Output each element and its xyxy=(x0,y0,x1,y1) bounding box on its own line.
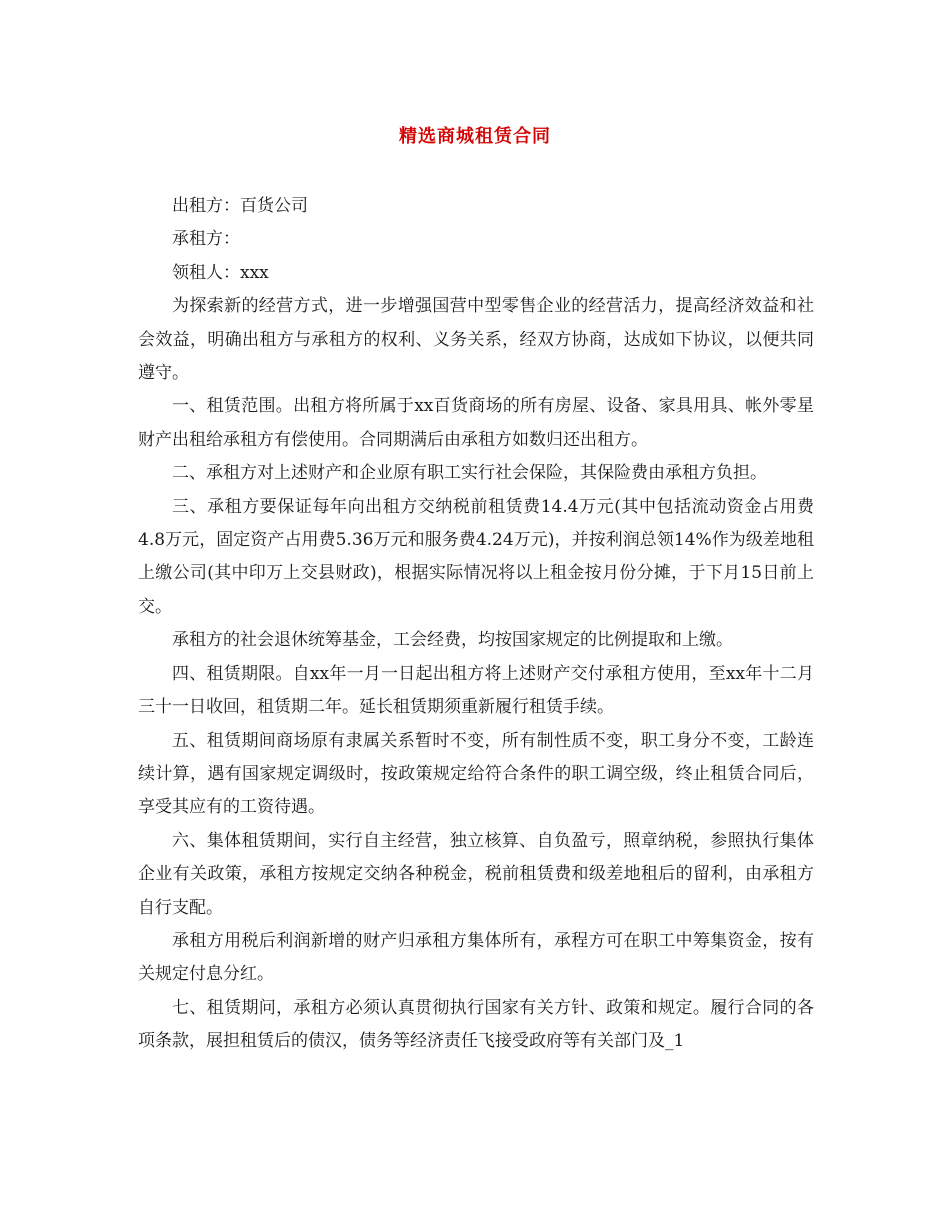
paragraph-clause-5: 五、租赁期间商场原有隶属关系暂时不变，所有制性质不变，职工身分不变，工龄连续计算，遇有国家规定调级时，按政策规定给符合条件的职工调空级，终止租赁合同后，享受其应有的工资待遇。 xyxy=(138,730,814,818)
paragraph-clause-1: 一、租赁范围。出租方将所属于xx百货商场的所有房屋、设备、家具用具、帐外零星财产出租给承租方有偿使用。合同期满后由承租方如数归还出租方。 xyxy=(138,396,814,450)
paragraph-clause-2: 二、承租方对上述财产和企业原有职工实行社会保险，其保险费由承租方负担。 xyxy=(172,463,767,484)
paragraph-clause-3-note: 承租方的社会退休统筹基金，工会经费，均按国家规定的比例提取和上缴。 xyxy=(172,630,733,651)
paragraph-lessee: 承租方： xyxy=(172,229,240,250)
paragraph-clause-3: 三、承租方要保证每年向出租方交纳税前租赁费14.4万元(其中包括流动资金占用费4.8万元，固定资产占用费5.36万元和服务费4.24万元)，并按利润总领14%作为级差地租上缴公司(其中印万上交县财政)，根据实际情况将以上租金按月份分摊，于下月15日前上交。 xyxy=(138,496,814,617)
document-body xyxy=(138,190,814,1059)
paragraph-clause-4: 四、租赁期限。自xx年一月一日起出租方将上述财产交付承租方使用，至xx年十二月三十一日收回，租赁期二年。延长租赁期须重新履行租赁手续。 xyxy=(138,663,814,718)
paragraph-clause-7: 七、租赁期问，承租方必须认真贯彻执行国家有关方针、政策和规定。履行合同的各项条款，展担租赁后的债汉，债务等经济责任飞接受政府等有关部门及_1 xyxy=(138,997,814,1052)
document-title: 精选商城租赁合同 xyxy=(399,126,551,147)
paragraph-preamble: 为探索新的经营方式，进一步增强国营中型零售企业的经营活力，提高经济效益和社会效益，明确出租方与承租方的权利、义务关系，经双方协商，达成如下协议，以便共同遵守。 xyxy=(138,296,814,384)
paragraph-clause-6-note: 承租方用税后利润新增的财产归承租方集体所有，承程方可在职工中筹集资金，按有关规定付息分红。 xyxy=(138,930,814,985)
paragraph-clause-6: 六、集体租赁期间，实行自主经营，独立核算、自负盈亏，照章纳税，参照执行集体企业有关政策，承租方按规定交纳各种税金，税前租赁费和级差地租后的留利，由承租方自行支配。 xyxy=(138,830,814,918)
paragraph-lead-lessee: 领租人：xxx xyxy=(172,262,269,283)
paragraph-lessor: 出租方：百货公司 xyxy=(172,196,308,216)
